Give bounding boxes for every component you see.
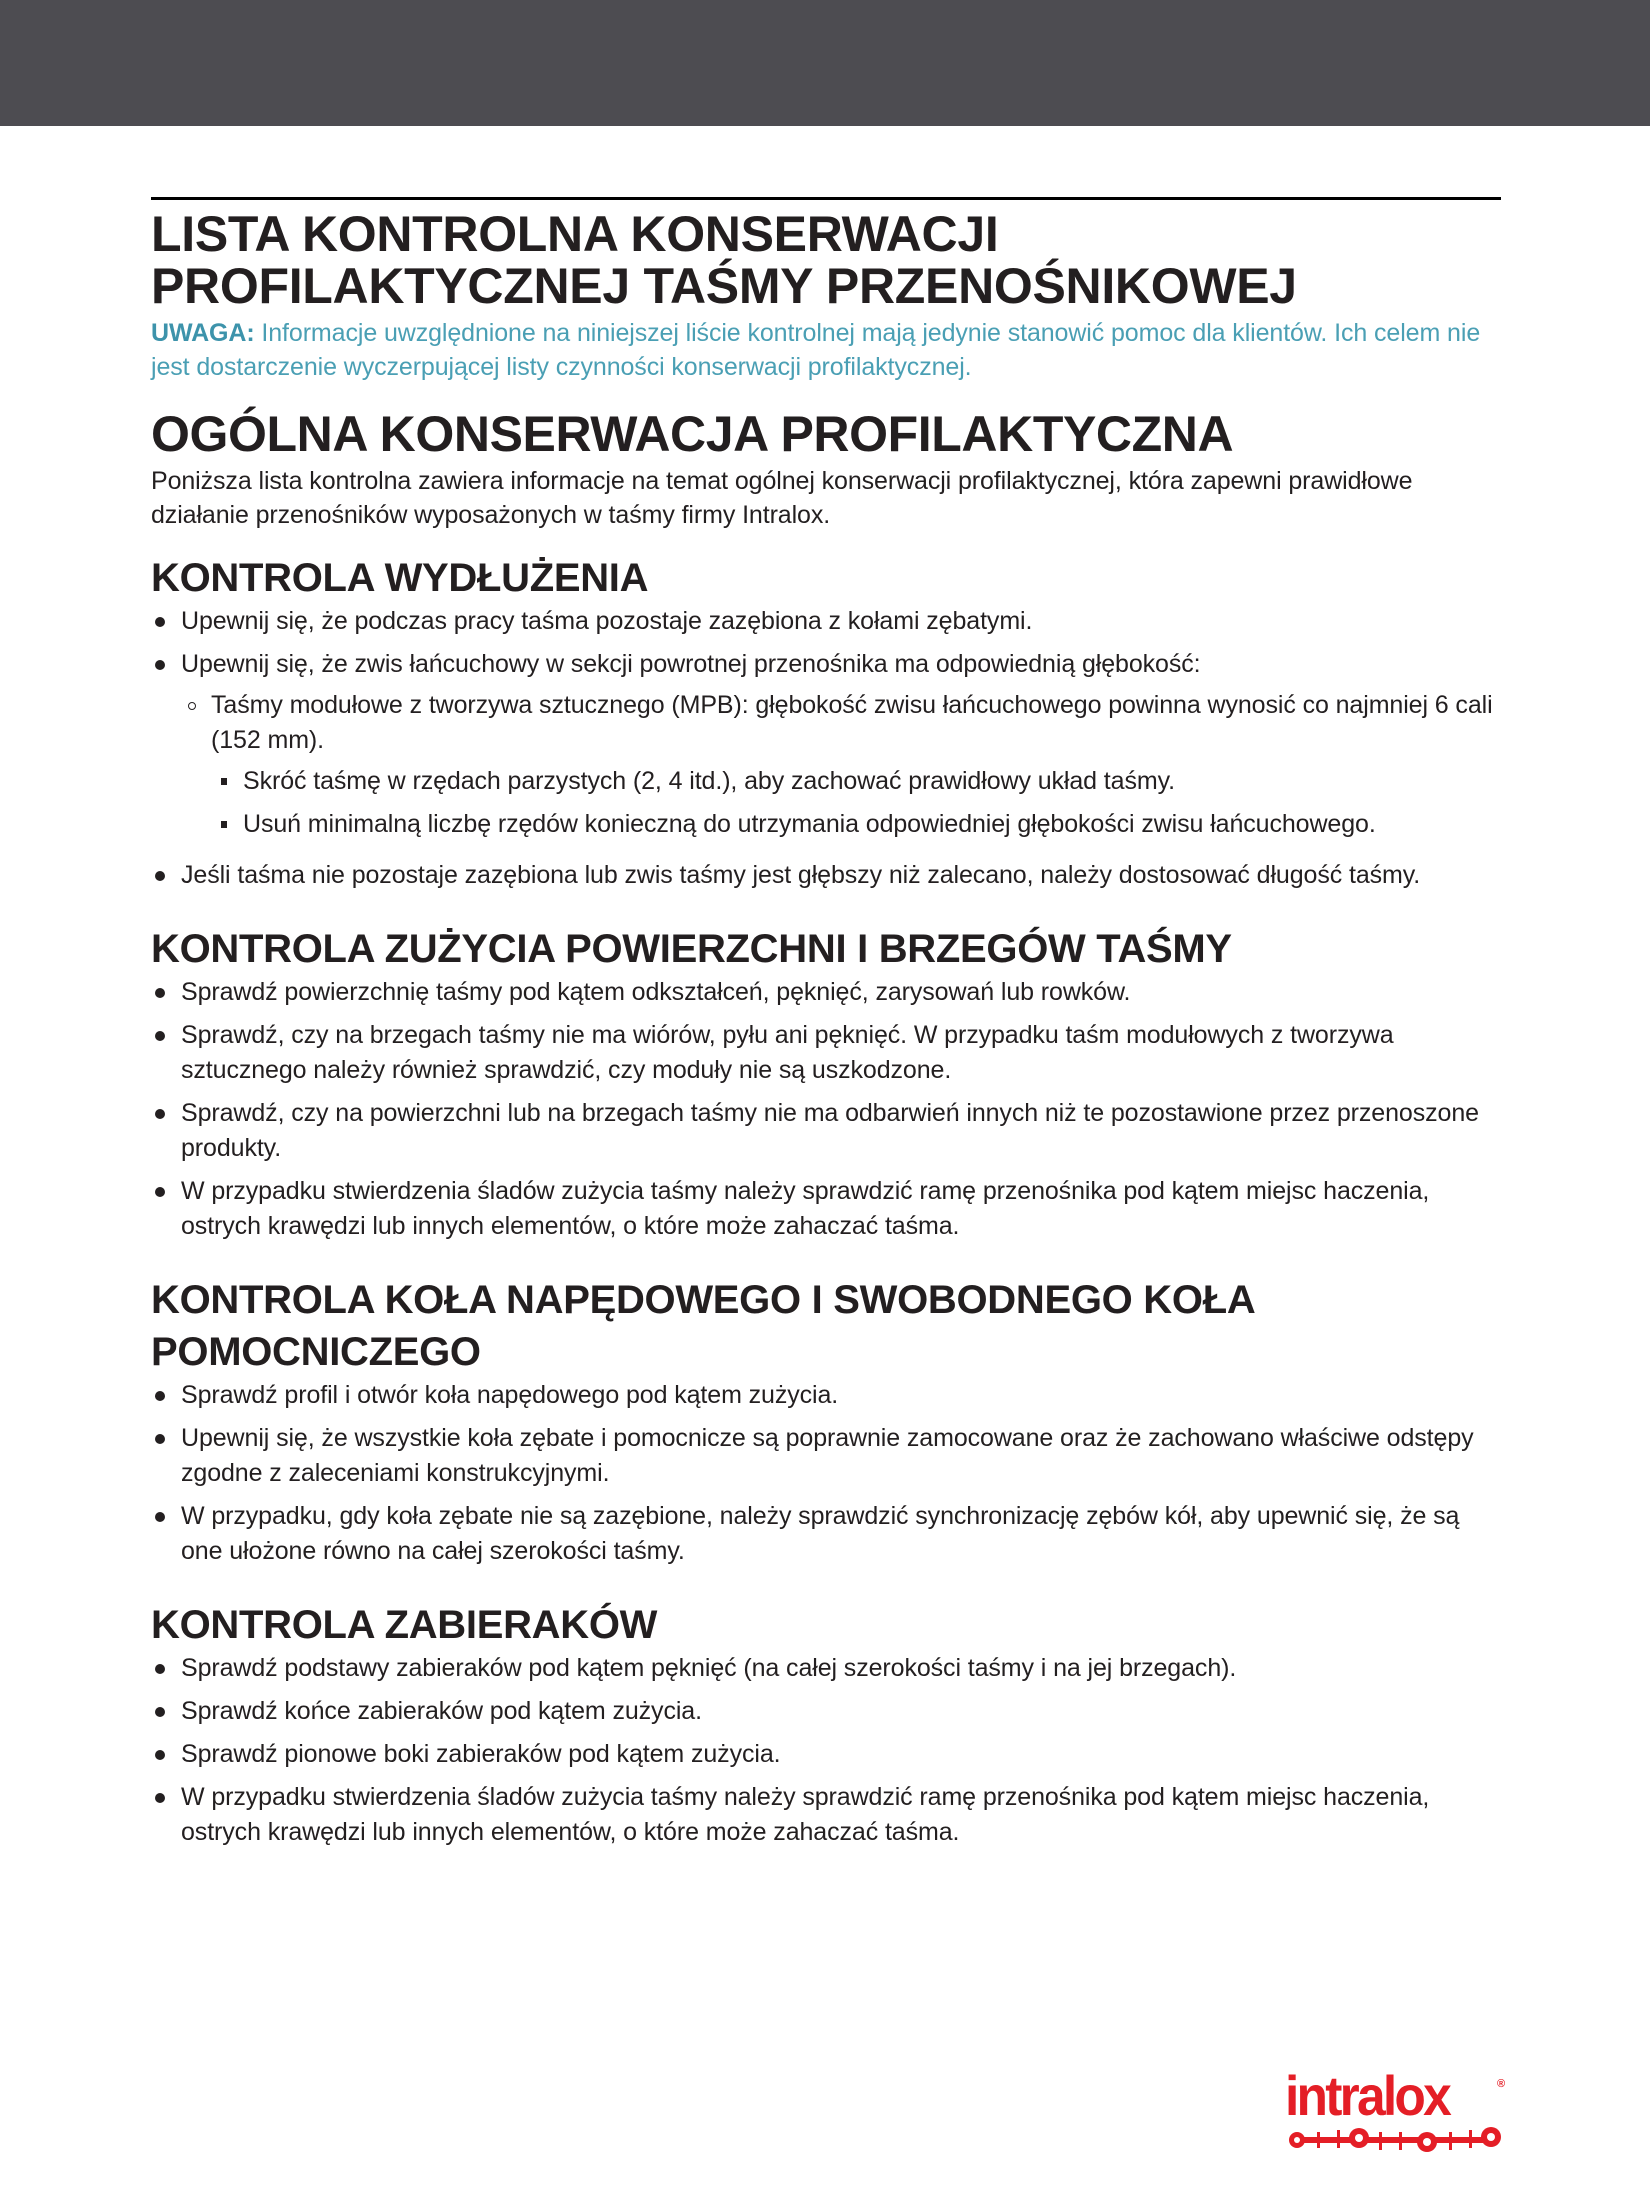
title-line-2: PROFILAKTYCZNEJ TAŚMY PRZENOŚNIKOWEJ bbox=[151, 258, 1297, 314]
subsection-title-elongation: KONTROLA WYDŁUŻENIA bbox=[151, 556, 649, 600]
list-item-text: Upewnij się, że podczas pracy taśma pozostaje zazębiona z kołami zębatymi. bbox=[181, 607, 1033, 635]
list-item-text: Sprawdź podstawy zabieraków pod kątem pęknięć (na całej szerokości taśmy i na jej brzegach). bbox=[181, 1654, 1237, 1682]
registered-mark: ® bbox=[1497, 2078, 1506, 2090]
logo-wordmark: intralox bbox=[1285, 2064, 1450, 2127]
list-item bbox=[151, 1421, 1501, 1491]
intro-paragraph: Poniższa lista kontrolna zawiera informacje na temat ogólnej konserwacji profilaktycznej, która zapewni prawidłowe działanie przenośników wyposażonych w taśmy firmy Intralox. bbox=[151, 467, 1413, 529]
subsection-title-flights: KONTROLA ZABIERAKÓW bbox=[151, 1603, 658, 1647]
list-item-text: W przypadku, gdy koła zębate nie są zazębione, należy sprawdzić synchronizację zębów kół, aby upewnić się, że są one ułożone równo na całej szerokości taśmy. bbox=[181, 1502, 1460, 1565]
subsublist bbox=[211, 764, 1501, 842]
bullet-icon bbox=[155, 1109, 165, 1119]
sublist bbox=[181, 688, 1501, 842]
bullet-icon bbox=[155, 988, 165, 998]
checklist-elongation bbox=[151, 604, 1501, 893]
square-bullet-icon bbox=[221, 778, 227, 785]
list-item-text: Sprawdź pionowe boki zabieraków pod kątem zużycia. bbox=[181, 1740, 781, 1768]
checklist-sprockets bbox=[151, 1378, 1501, 1569]
subsublist-item-text: Usuń minimalną liczbę rzędów konieczną do utrzymania odpowiedniej głębokości zwisu łańcuchowego. bbox=[243, 810, 1376, 838]
checklist-surface-wear bbox=[151, 975, 1501, 1244]
title-rule bbox=[151, 197, 1501, 200]
list-item bbox=[151, 1694, 1501, 1729]
list-item bbox=[151, 975, 1501, 1010]
bullet-icon bbox=[155, 1750, 165, 1760]
checklist-flights bbox=[151, 1651, 1501, 1850]
list-item bbox=[151, 1780, 1501, 1850]
bullet-icon bbox=[155, 1187, 165, 1197]
intralox-logo bbox=[1285, 2064, 1510, 2160]
subsection-title-sprockets: KONTROLA KOŁA NAPĘDOWEGO I SWOBODNEGO KOŁA POMOCNICZEGO bbox=[151, 1278, 1254, 1374]
list-item bbox=[151, 1651, 1501, 1686]
sublist-item bbox=[181, 688, 1501, 842]
square-bullet-icon bbox=[221, 821, 227, 828]
bullet-icon bbox=[155, 1664, 165, 1674]
bullet-icon bbox=[155, 1707, 165, 1717]
header-band bbox=[0, 0, 1650, 126]
subsublist-item bbox=[211, 807, 1501, 842]
list-item bbox=[151, 1018, 1501, 1088]
section-title: OGÓLNA KONSERWACJA PROFILAKTYCZNA bbox=[151, 406, 1234, 462]
list-item bbox=[151, 858, 1501, 893]
list-item bbox=[151, 1096, 1501, 1166]
notice bbox=[151, 316, 1501, 384]
bullet-icon bbox=[155, 1031, 165, 1041]
list-item-text: Jeśli taśma nie pozostaje zazębiona lub zwis taśmy jest głębszy niż zalecano, należy dostosować długość taśmy. bbox=[181, 861, 1421, 889]
subsublist-item bbox=[211, 764, 1501, 799]
subsection-title-surface-wear: KONTROLA ZUŻYCIA POWIERZCHNI I BRZEGÓW TAŚMY bbox=[151, 927, 1232, 971]
list-item-text: W przypadku stwierdzenia śladów zużycia taśmy należy sprawdzić ramę przenośnika pod kątem miejsc haczenia, ostrych krawędzi lub innych elementów, o które może zahaczać taśma. bbox=[181, 1177, 1430, 1240]
chain-icon bbox=[1287, 2122, 1502, 2156]
bullet-icon bbox=[155, 1793, 165, 1803]
document-title bbox=[151, 208, 1501, 312]
list-item-text: Upewnij się, że zwis łańcuchowy w sekcji powrotnej przenośnika ma odpowiednią głębokość: bbox=[181, 650, 1201, 678]
bullet-icon bbox=[155, 871, 165, 881]
subsublist-item-text: Skróć taśmę w rzędach parzystych (2, 4 itd.), aby zachować prawidłowy układ taśmy. bbox=[243, 767, 1175, 795]
bullet-icon bbox=[155, 617, 165, 627]
list-item-text: Sprawdź, czy na powierzchni lub na brzegach taśmy nie ma odbarwień innych niż te pozostawione przez przenoszone produkty. bbox=[181, 1099, 1479, 1162]
list-item-text: Sprawdź końce zabieraków pod kątem zużycia. bbox=[181, 1697, 702, 1725]
bullet-icon bbox=[155, 1391, 165, 1401]
list-item-text: W przypadku stwierdzenia śladów zużycia taśmy należy sprawdzić ramę przenośnika pod kątem miejsc haczenia, ostrych krawędzi lub innych elementów, o które może zahaczać taśma. bbox=[181, 1783, 1430, 1846]
notice-text: Informacje uwzględnione na niniejszej liście kontrolnej mają jedynie stanowić pomoc dla klientów. Ich celem nie jest dostarczenie wyczerpującej listy czynności konserwacji profilaktycznej. bbox=[151, 319, 1481, 381]
bullet-icon bbox=[155, 1512, 165, 1522]
list-item bbox=[151, 647, 1501, 842]
list-item bbox=[151, 1737, 1501, 1772]
list-item-text: Sprawdź, czy na brzegach taśmy nie ma wiórów, pyłu ani pęknięć. W przypadku taśm modułowych z tworzywa sztucznego należy również sprawdzić, czy moduły nie są uszkodzone. bbox=[181, 1021, 1394, 1084]
list-item bbox=[151, 1378, 1501, 1413]
list-item-text: Upewnij się, że wszystkie koła zębate i pomocnicze są poprawnie zamocowane oraz że zachowano właściwe odstępy zgodne z zaleceniami konstrukcyjnymi. bbox=[181, 1424, 1474, 1487]
list-item bbox=[151, 1499, 1501, 1569]
list-item-text: Sprawdź powierzchnię taśmy pod kątem odkształceń, pęknięć, zarysowań lub rowków. bbox=[181, 978, 1131, 1006]
list-item bbox=[151, 604, 1501, 639]
sublist-item-text: Taśmy modułowe z tworzywa sztucznego (MPB): głębokość zwisu łańcuchowego powinna wynosić co najmniej 6 cali (152 mm). bbox=[211, 691, 1493, 754]
list-item bbox=[151, 1174, 1501, 1244]
title-line-1: LISTA KONTROLNA KONSERWACJI bbox=[151, 206, 999, 262]
bullet-icon bbox=[155, 1434, 165, 1444]
list-item-text: Sprawdź profil i otwór koła napędowego pod kątem zużycia. bbox=[181, 1381, 839, 1409]
notice-label: UWAGA: bbox=[151, 319, 255, 347]
bullet-icon bbox=[155, 660, 165, 670]
document-body bbox=[151, 197, 1501, 1850]
circle-bullet-icon bbox=[188, 702, 196, 710]
